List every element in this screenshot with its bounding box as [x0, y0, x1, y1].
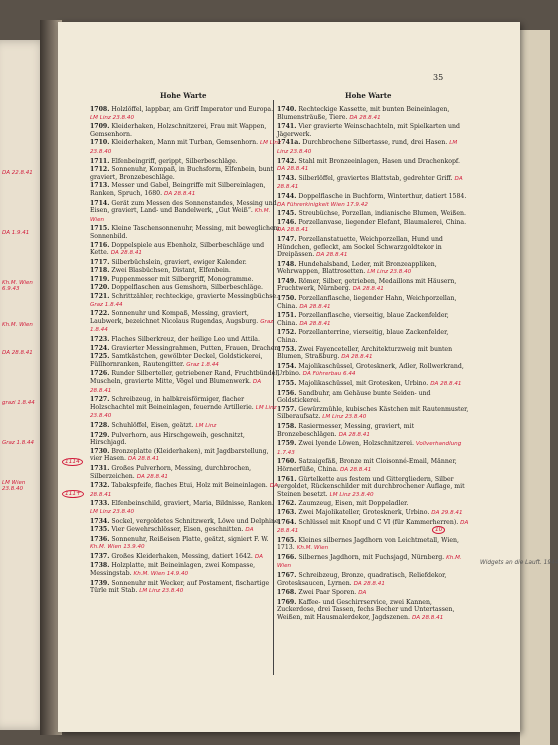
catalog-entry	[277, 219, 469, 235]
entry-number: 1716.	[90, 241, 110, 249]
catalog-entry	[277, 312, 469, 328]
handwritten-note: LM Linz 23.8.40	[90, 508, 135, 515]
entry-text: Rechteckige Kassette, mit bunten Beineinlagen, Blumensträuße, Tiere.	[277, 106, 450, 121]
prev-note: Kh.M. Wien 6.9.43	[2, 280, 33, 292]
prev-note: grazi 1.8.44	[2, 400, 35, 406]
entry-number: 1766.	[277, 553, 297, 561]
handwritten-note: DA 28.8.41	[277, 519, 469, 535]
column-heading-right: Hohe Warte	[345, 91, 392, 100]
entry-number: 1711.	[90, 157, 110, 165]
catalog-entry	[90, 536, 282, 552]
circled-mark: 10	[432, 526, 445, 534]
entry-text: Messer und Gabel, Beingriffe mit Silbereinlagen, Ranken, Spruch, 1680.	[90, 182, 266, 197]
entry-number: 1768.	[277, 589, 297, 597]
entry-text: Sandbuhr, am Gehäuse bunte Seiden- und Goldstickerei.	[277, 389, 431, 405]
catalog-entry	[90, 580, 282, 596]
entry-number: 1737.	[90, 552, 110, 560]
catalog-entry	[277, 458, 469, 474]
entry-number: 1743.	[277, 174, 297, 182]
entry-number: 1741a.	[277, 139, 301, 147]
catalog-entry	[90, 396, 282, 421]
handwritten-note: DA 28.8.41	[353, 580, 385, 587]
entry-number: 1763.	[277, 508, 297, 516]
entry-text: Großes Kleiderhaken, Messing, datiert 1642.	[111, 552, 253, 560]
catalog-entry	[90, 432, 282, 447]
catalog-entry	[277, 210, 469, 218]
handwritten-note: LM Linz 23.8.40	[90, 404, 277, 420]
catalog-entry	[277, 261, 469, 277]
entry-text: Runder Silberteller, getriebener Rand, Fruchtbündel, Muscheln, gravierte Mitte, Vögel und Blumenwerk.	[90, 370, 280, 385]
catalog-entry	[90, 422, 282, 431]
handwritten-note: LM Linz 23.8.40	[322, 414, 367, 421]
entry-text: Porzellanterrine, vierseitig, blaue Zackenfelder, China.	[277, 329, 449, 345]
entry-number: 1739.	[90, 579, 110, 587]
entry-number: 1734.	[90, 517, 110, 525]
entry-number: 1748.	[277, 260, 297, 268]
entry-number: 1764.	[277, 518, 297, 526]
entry-text: Zwei Blasbüchsen, Distant, Elfenbein.	[111, 267, 231, 275]
handwritten-note: DA	[254, 553, 263, 560]
catalog-entry	[90, 276, 282, 284]
handwritten-note: DA 28.8.41	[299, 303, 331, 310]
catalog-entry	[277, 440, 469, 457]
catalog-entry	[90, 353, 282, 369]
entry-text: Zwei Fayenceteller, Architekturzweig mit bunten Blumen, Straßburg.	[277, 345, 453, 361]
handwritten-note: LM Linz 23.8.40	[277, 140, 458, 155]
entry-text: Zwei Majolikateller, Grotesknerk, Urbino.	[298, 508, 430, 516]
catalog-entry	[90, 293, 282, 309]
catalog-entry	[277, 278, 469, 294]
catalog-entry	[90, 465, 282, 481]
entry-text: Satzaigefäß, Bronze mit Cloisonné-Email, Männer, Hörnerfüße, China.	[277, 458, 457, 473]
catalog-entry	[277, 509, 469, 518]
entry-number: 1733.	[90, 500, 110, 508]
handwritten-note: LM Linz 23.8.40	[90, 140, 281, 155]
entry-text: Hundehalsband, Leder, mit Bronzeappliken, Wehrwappen, Blattrosetten.	[277, 260, 437, 276]
catalog-entry	[90, 182, 282, 198]
catalog-entry	[277, 537, 469, 553]
entry-number: 1720.	[90, 284, 110, 292]
handwritten-note: LM Linz 23.8.40	[90, 114, 135, 121]
catalog-entry	[90, 500, 282, 516]
entry-number: 1749.	[277, 277, 297, 285]
handwritten-note: LM Linz 23.8.40	[139, 588, 184, 595]
entry-number: 1724.	[90, 344, 110, 352]
entry-text: Porzellanflasche, vierseitig, blaue Zackenfelder, China.	[277, 312, 449, 327]
entry-number: 1718.	[90, 267, 110, 275]
catalog-entry	[90, 336, 282, 344]
catalog-entry	[277, 363, 469, 379]
catalog-entry	[277, 500, 469, 508]
handwritten-note: DA 28.8.41	[127, 456, 160, 463]
handwritten-note: DA 28.8.41	[136, 473, 168, 480]
entry-number: 1760.	[277, 458, 297, 466]
entry-text: Gerät zum Messen des Sonnenstandes, Messing und Eisen, graviert, Land- und Bandelwerk, „Gut Weiß“.	[90, 199, 277, 215]
entry-number: 1747.	[277, 235, 297, 243]
entry-text: Kaffee- und Geschirrservice, zwei Kannen, Zuckerdose, drei Tassen, fechs Becher und Untertassen, Weißen, mit Hausmalerdekor, Jagdszenen.	[277, 598, 455, 622]
handwritten-note: DA	[245, 527, 254, 534]
handwritten-note: DA 28.8.41	[352, 286, 384, 293]
catalog-entry	[90, 242, 282, 258]
entry-number: 1736.	[90, 535, 110, 543]
catalog-entry	[90, 259, 282, 267]
entry-number: 1726.	[90, 370, 110, 378]
entry-text: Stahl mit Bronzeeinlagen, Hasen und Drachenkopf.	[298, 157, 460, 165]
entry-number: 1719.	[90, 275, 110, 283]
entry-text: Kleiderhaken, Mann mit Turban, Gemsenhorn.	[111, 139, 259, 147]
handwritten-note: Kh.M. Wien 14.9.40	[133, 571, 189, 578]
entry-text: Sonnenuhr und Kompaß, Messing, graviert, Laubwerk, bezeichnet Nicolaus Rugendas, Augsburg.	[90, 310, 259, 325]
handwritten-note: DA 28.8.41	[316, 252, 348, 259]
entry-number: 1731.	[90, 464, 110, 472]
catalog-entry	[277, 589, 469, 598]
handwritten-note: DA 28.8.41	[338, 431, 370, 438]
entry-text: Vier Gewehrschlösser, Eisen, geschnitten.	[111, 526, 244, 534]
entry-text: Samtkästchen, gewölbter Deckel, Goldstickerei, Füllhornranken, Rautengitter.	[90, 353, 263, 368]
handwritten-note: DA 28.8.41	[430, 381, 462, 387]
handwritten-note: LM Linz	[195, 422, 217, 429]
catalog-entry	[277, 175, 469, 192]
entry-number: 1755.	[277, 380, 297, 387]
catalog-entry	[277, 476, 469, 500]
handwritten-note: LM Linz 23.8.40	[329, 491, 374, 498]
catalog-entry	[90, 284, 282, 292]
catalog-entry	[90, 200, 282, 225]
catalog-entry	[277, 390, 469, 405]
entry-number: 1730.	[90, 447, 110, 455]
entry-number: 1727.	[90, 396, 110, 404]
handwritten-note: LM Linz 23.8.40	[367, 269, 412, 276]
entry-text: Kleines silbernes Jagdhorn von Leichtmetall, Wien, 1713.	[277, 536, 459, 552]
entry-text: Gürtelkette aus festem und Gittergliedern, Silber vergoldet, Rückenschilder mit durchbrochener Auflage, mit Steinen besetzt.	[277, 475, 465, 498]
catalog-entry	[90, 482, 282, 499]
entry-text: Silberlöffel, graviertes Blattstab, gedrehter Griff.	[298, 174, 453, 182]
entry-text: Zaumzeug, Eisen, mit Doppeladler.	[298, 500, 409, 508]
entry-text: Sockel, vergoldetes Schnitzwerk, Löwe und Delphine.	[111, 517, 281, 525]
entry-number: 1721.	[90, 293, 110, 301]
prev-note: DA 28.8.41	[2, 350, 33, 356]
entry-text: Elfenbeingriff, gerippt, Silberbeschläge.	[111, 157, 238, 165]
entry-text: Doppelflaschen aus Gemshorn, Silberbeschläge.	[111, 284, 264, 292]
right-column	[277, 106, 469, 624]
handwritten-note: DA 29.8.41	[431, 509, 463, 516]
entry-number: 1735.	[90, 526, 110, 534]
entry-number: 1758.	[277, 422, 297, 430]
left-column	[90, 106, 282, 597]
catalog-entry	[277, 236, 469, 260]
entry-number: 1744.	[277, 192, 297, 200]
catalog-entry	[277, 599, 469, 623]
entry-number: 1741.	[277, 123, 297, 131]
entry-text: Schlüssel mit Knopf und C VI (für Kammerherren).	[298, 518, 459, 526]
handwritten-note: DA 28.8.41	[299, 320, 331, 327]
entry-text: Zwei Paar Sporen.	[298, 589, 357, 597]
entry-text: Holzplatte, mit Beineinlagen, zwei Kompasse, Messingstab.	[90, 562, 256, 578]
catalog-entry	[277, 106, 469, 122]
handwritten-note: Kh.M. Wien	[90, 208, 271, 223]
entry-text: Durchbrochene Silbertasse, rund, drei Hasen.	[302, 139, 448, 147]
entry-number: 1715.	[90, 225, 110, 233]
catalog-entry	[90, 139, 282, 156]
handwritten-note: Graz 1.8.44	[90, 318, 274, 334]
catalog-entry	[277, 123, 469, 138]
entry-text: Flaches Silberkreuz, der heilige Leo und Attila.	[111, 336, 260, 344]
catalog-entry	[90, 267, 282, 275]
handwritten-note: DA 28.8.41	[277, 166, 309, 173]
entry-text: Porzellanvase, liegender Elefant, Blaumalerei, China.	[298, 218, 467, 226]
entry-text: Schrittzähler, rechteckige, gravierte Messingbüchse.	[111, 293, 279, 301]
entry-text: Majolikaschüssel, Grotesknerk, Adler, Rollwerkrand, Urbino.	[277, 362, 464, 378]
handwritten-note: Kh.M. Wien	[277, 554, 462, 570]
entry-text: Schuhlöffel, Eisen, geätzt.	[111, 421, 194, 429]
entry-text: Schreibzeug, in halbkreisförmiger, flacher Holzschachtel mit Beineinlagen, feuernde Artillerie.	[90, 396, 254, 411]
entry-text: Silberbüchslein, graviert, ewiger Kalender.	[111, 258, 247, 266]
pencil-note: Widgets an die Lauft. 1944	[480, 560, 558, 566]
catalog-entry	[90, 553, 282, 562]
entry-number: 1712.	[90, 166, 110, 174]
column-heading-left: Hohe Warte	[160, 91, 207, 100]
entry-text: Silbernes Jagdhorn, mit Fuchsjagd, Nürnberg.	[298, 553, 445, 561]
handwritten-note: Vollverhandlung 1.7.43	[277, 441, 462, 456]
handwritten-note: DA 28.8.41	[277, 227, 309, 234]
handwritten-note: DA 28.8.41	[90, 379, 262, 394]
entry-number: 1745.	[277, 210, 297, 218]
handwritten-note: Kh.M. Wien	[296, 545, 329, 552]
entry-text: Sonnenuhr, Reißeisen Platte, geätzt, signiert F. W.	[111, 535, 269, 543]
entry-number: 1753.	[277, 345, 297, 353]
entry-text: Porzellanstatuette, Weichporzellan, Hund und Hündchen, gefleckt, am Sockel Schwarzgoldtekor in Dreipässen.	[277, 235, 443, 259]
entry-number: 1759.	[277, 440, 297, 448]
entry-number: 1769.	[277, 598, 297, 606]
prev-note: LM Wien 23.8.40	[2, 480, 26, 492]
prev-note: DA 22.8.41	[2, 170, 33, 176]
entry-text: Rasiermesser, Messing, graviert, mit Bronzebeschlägen.	[277, 422, 415, 438]
entry-number: 1756.	[277, 389, 297, 397]
entry-number: 1757.	[277, 405, 297, 413]
entry-text: Sonnenuhr mit Wecker, auf Postament, fischartige Türle mit Stab.	[90, 579, 270, 595]
catalog-entry	[90, 310, 282, 335]
handwritten-note: Graz 1.8.44	[90, 301, 123, 308]
handwritten-note: DA 28.8.41	[341, 354, 373, 361]
catalog-entry	[90, 526, 282, 535]
entry-number: 1762.	[277, 500, 297, 508]
handwritten-note: DA Führerkinigkeit Wien 17.9.42	[277, 201, 368, 208]
entry-number: 1750.	[277, 295, 297, 303]
entry-number: 1723.	[90, 336, 110, 344]
entry-text: Zwei lyende Löwen, Holzschnitzerei.	[298, 440, 414, 448]
catalog-entry	[277, 423, 469, 439]
entry-number: 1767.	[277, 572, 297, 580]
entry-text: Großes Pulverhorn, Messing, durchbrochen, Silberzeichen.	[90, 464, 252, 480]
entry-number: 1710.	[90, 139, 110, 147]
entry-text: Majolikaschüssel, mit Grotesken, Urbino.	[298, 380, 429, 387]
catalog-entry	[277, 329, 469, 344]
entry-number: 1717.	[90, 258, 110, 266]
prev-note: DA 1.9.41	[2, 230, 30, 236]
catalog-entry	[277, 193, 469, 209]
catalog-entry	[90, 166, 282, 181]
entry-number: 1714.	[90, 199, 110, 207]
entry-text: Holzlöffel, lappbar, am Griff Imperator und Europa.	[111, 106, 274, 113]
entry-number: 1708.	[90, 106, 110, 113]
catalog-entry	[277, 406, 469, 422]
cover-edge	[520, 30, 550, 745]
entry-number: 1713.	[90, 182, 110, 190]
handwritten-note: DA 28.8.41	[340, 466, 372, 473]
entry-text: Doppelspiele aus Ebenholz, Silberbeschläge und Kette.	[90, 241, 265, 257]
entry-number: 1729.	[90, 431, 110, 439]
entry-text: Vier gravierte Weinschachteln, mit Spielkarten und Jägerwerk.	[277, 123, 460, 138]
entry-text: Kleine Taschensonnenuhr, Messing, mit beweglichem Sonnenbild.	[90, 225, 280, 240]
catalog-entry	[90, 225, 282, 240]
entry-number: 1738.	[90, 562, 110, 570]
catalog-entry	[277, 572, 469, 588]
entry-number: 1742.	[277, 157, 297, 165]
catalog-entry	[90, 106, 282, 122]
entry-text: Pulverhorn, aus Hirschgeweih, geschnitzt, Hirschjagd.	[90, 431, 245, 447]
catalog-entry	[90, 123, 282, 138]
entry-number: 1746.	[277, 218, 297, 226]
catalog-entry	[90, 345, 282, 353]
circled-mark: 1114	[62, 458, 83, 466]
entry-text: Gravierter Messingrahmen, Putten, Frauen, Drachen.	[111, 344, 281, 352]
entry-text: Gewürzmühle, kubisches Kästchen mit Rautenmuster, Silberaufsatz.	[277, 405, 469, 421]
entry-number: 1732.	[90, 482, 110, 490]
entry-text: Römer, Silber, getrieben, Medaillons mit Häusern, Fruchtwerk, Nürnberg.	[277, 277, 457, 293]
catalog-entry	[277, 346, 469, 362]
entry-text: Doppelflasche in Buchform, Winterthur, datiert 1584.	[298, 192, 467, 200]
catalog-entry	[90, 370, 282, 395]
handwritten-note: DA Führerbau 6.44	[302, 371, 356, 378]
entry-text: Sonnenuhr, Kompaß, in Buchsform, Elfenbein, bunt graviert, Bronzebeschläge.	[90, 166, 274, 181]
entry-number: 1709.	[90, 123, 110, 131]
entry-text: Porzellanflasche, liegender Hahn, Weichporzellan, China.	[277, 295, 457, 310]
entry-number: 1725.	[90, 353, 110, 361]
catalog-entry	[277, 554, 469, 571]
catalog-entry	[277, 295, 469, 311]
handwritten-note: DA 28.8.41	[349, 114, 381, 121]
entry-number: 1728.	[90, 421, 110, 429]
entry-number: 1751.	[277, 312, 297, 320]
entry-text: Bronzeplatte (Kleiderhaken), mit Jagdbarstellung, vier Hasen.	[90, 447, 269, 463]
catalog-entry	[277, 139, 469, 156]
prev-note: Kh.M. Wien	[2, 322, 33, 328]
handwritten-note: DA 28.8.41	[90, 483, 278, 498]
catalog-entry	[90, 562, 282, 578]
handwritten-note: DA 28.8.41	[110, 250, 142, 257]
entry-number: 1765.	[277, 536, 297, 544]
catalog-entry	[277, 380, 469, 389]
handwritten-note: DA	[358, 590, 367, 597]
handwritten-note: DA 28.8.41	[411, 615, 444, 622]
catalog-entry	[90, 158, 282, 166]
entry-text: Schreibzeug, Bronze, quadratisch, Reliefdekor, Grotesksaucen, Lyrnen.	[277, 572, 447, 587]
entry-number: 1722.	[90, 310, 110, 318]
prev-note: Graz 1.8.44	[2, 440, 35, 446]
page-number: 35	[433, 73, 444, 82]
catalog-entry	[277, 158, 469, 174]
entry-number: 1754.	[277, 362, 297, 370]
entry-text: Tabakspfeife, flaches Etui, Holz mit Beineinlagen.	[111, 482, 268, 490]
entry-text: Elfenbeinschild, graviert, Maria, Bildnisse, Ranken.	[111, 500, 274, 508]
entry-number: 1752.	[277, 329, 297, 337]
catalog-entry	[90, 448, 282, 464]
entry-text: Puppenmesser mit Silbergriff, Monogramme.	[111, 275, 254, 283]
entry-number: 1761.	[277, 475, 297, 483]
catalog-entry	[90, 518, 282, 526]
entry-text: Kleiderhaken, Holzschnitzerei, Frau mit Wappen, Gemsenhorn.	[90, 123, 267, 138]
entry-number: 1740.	[277, 106, 297, 113]
handwritten-note: Kh.M. Wien 13.9.40	[90, 544, 145, 551]
entry-text: Streubüchse, Porzellan, indianische Blumen, Weißen.	[298, 210, 466, 218]
handwritten-note: DA 28.8.41	[277, 175, 463, 191]
circled-mark: 111+	[62, 490, 84, 498]
handwritten-note: DA 28.8.41	[164, 190, 196, 197]
handwritten-note: Graz 1.8.44	[186, 361, 219, 368]
